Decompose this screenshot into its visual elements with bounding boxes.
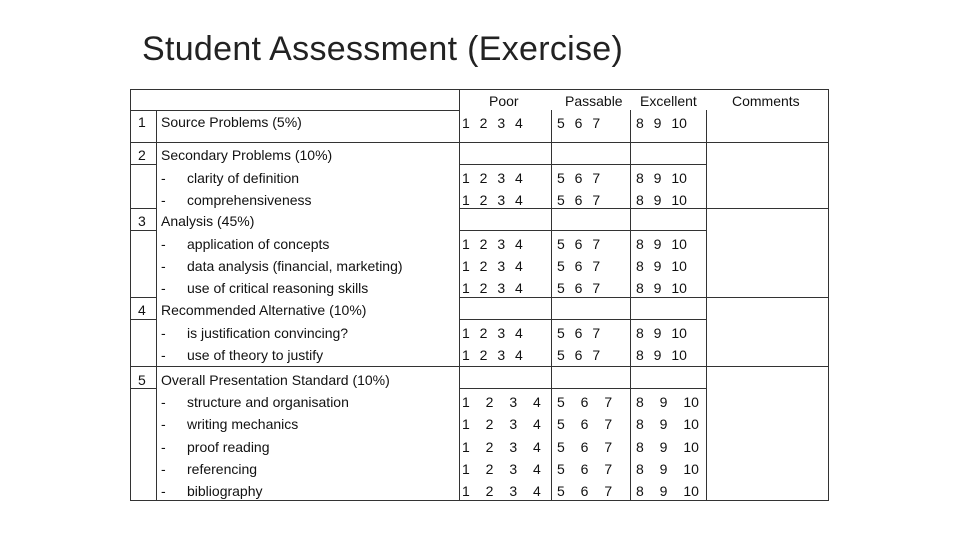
- bullet-dash: -: [161, 394, 166, 410]
- score-passable: 5 6 7: [557, 258, 601, 274]
- score-poor: 1 2 3 4: [462, 192, 523, 208]
- score-passable: 5 6 7: [557, 461, 613, 477]
- section-label-1: Source Problems (5%): [161, 114, 302, 130]
- bullet-dash: -: [161, 280, 166, 296]
- bullet-dash: -: [161, 236, 166, 252]
- criterion-item: use of theory to justify: [187, 347, 324, 363]
- section-number-1: 1: [138, 114, 146, 130]
- score-excellent: 8 9 10: [636, 280, 687, 296]
- score-passable: 5 6 7: [557, 170, 601, 186]
- score-excellent: 8 9 10: [636, 236, 687, 252]
- bullet-dash: -: [161, 192, 166, 208]
- criterion-item: clarity of definition: [187, 170, 300, 186]
- score-passable: 5 6 7: [557, 483, 613, 499]
- criterion-item: structure and organisation: [187, 394, 349, 410]
- bullet-dash: -: [161, 461, 166, 477]
- score-poor: 1 2 3 4: [462, 483, 541, 499]
- score-passable: 5 6 7: [557, 416, 613, 432]
- score-passable: 5 6 7: [557, 439, 613, 455]
- score-excellent-s1: 8 9 10: [636, 115, 687, 131]
- score-excellent: 8 9 10: [636, 394, 699, 410]
- criterion-item: bibliography: [187, 483, 263, 499]
- criterion-item: comprehensiveness: [187, 192, 312, 208]
- score-poor: 1 2 3 4: [462, 236, 523, 252]
- section-number-5: 5: [138, 372, 146, 388]
- score-passable: 5 6 7: [557, 280, 601, 296]
- header-poor: Poor: [489, 93, 519, 109]
- score-excellent: 8 9 10: [636, 416, 699, 432]
- score-poor: 1 2 3 4: [462, 416, 541, 432]
- bullet-dash: -: [161, 483, 166, 499]
- section-label-3: Analysis (45%): [161, 213, 255, 229]
- section-number-2: 2: [138, 147, 146, 163]
- criterion-item: proof reading: [187, 439, 270, 455]
- score-excellent: 8 9 10: [636, 461, 699, 477]
- score-poor: 1 2 3 4: [462, 461, 541, 477]
- criterion-item: application of concepts: [187, 236, 330, 252]
- score-passable: 5 6 7: [557, 394, 613, 410]
- score-passable: 5 6 7: [557, 192, 601, 208]
- score-poor: 1 2 3 4: [462, 394, 541, 410]
- score-poor: 1 2 3 4: [462, 347, 523, 363]
- criterion-item: data analysis (financial, marketing): [187, 258, 403, 274]
- score-passable: 5 6 7: [557, 347, 601, 363]
- score-poor: 1 2 3 4: [462, 439, 541, 455]
- criterion-item: is justification convincing?: [187, 325, 349, 341]
- score-poor: 1 2 3 4: [462, 258, 523, 274]
- section-label-4: Recommended Alternative (10%): [161, 302, 367, 318]
- bullet-dash: -: [161, 325, 166, 341]
- header-excellent: Excellent: [640, 93, 697, 109]
- score-passable: 5 6 7: [557, 236, 601, 252]
- criterion-item: referencing: [187, 461, 258, 477]
- bullet-dash: -: [161, 170, 166, 186]
- score-poor: 1 2 3 4: [462, 170, 523, 186]
- score-excellent: 8 9 10: [636, 347, 687, 363]
- score-excellent: 8 9 10: [636, 192, 687, 208]
- header-comments: Comments: [732, 93, 800, 109]
- section-label-2: Secondary Problems (10%): [161, 147, 333, 163]
- score-excellent: 8 9 10: [636, 483, 699, 499]
- bullet-dash: -: [161, 258, 166, 274]
- score-poor-s1: 1 2 3 4: [462, 115, 523, 131]
- score-excellent: 8 9 10: [636, 170, 687, 186]
- score-passable-s1: 5 6 7: [557, 115, 601, 131]
- header-passable: Passable: [565, 93, 623, 109]
- criterion-item: writing mechanics: [187, 416, 299, 432]
- section-label-5: Overall Presentation Standard (10%): [161, 372, 390, 388]
- section-number-3: 3: [138, 213, 146, 229]
- bullet-dash: -: [161, 416, 166, 432]
- score-excellent: 8 9 10: [636, 258, 687, 274]
- score-poor: 1 2 3 4: [462, 325, 523, 341]
- score-passable: 5 6 7: [557, 325, 601, 341]
- score-excellent: 8 9 10: [636, 439, 699, 455]
- criterion-item: use of critical reasoning skills: [187, 280, 369, 296]
- bullet-dash: -: [161, 347, 166, 363]
- bullet-dash: -: [161, 439, 166, 455]
- score-poor: 1 2 3 4: [462, 280, 523, 296]
- page-title: Student Assessment (Exercise): [142, 30, 624, 68]
- score-excellent: 8 9 10: [636, 325, 687, 341]
- section-number-4: 4: [138, 302, 146, 318]
